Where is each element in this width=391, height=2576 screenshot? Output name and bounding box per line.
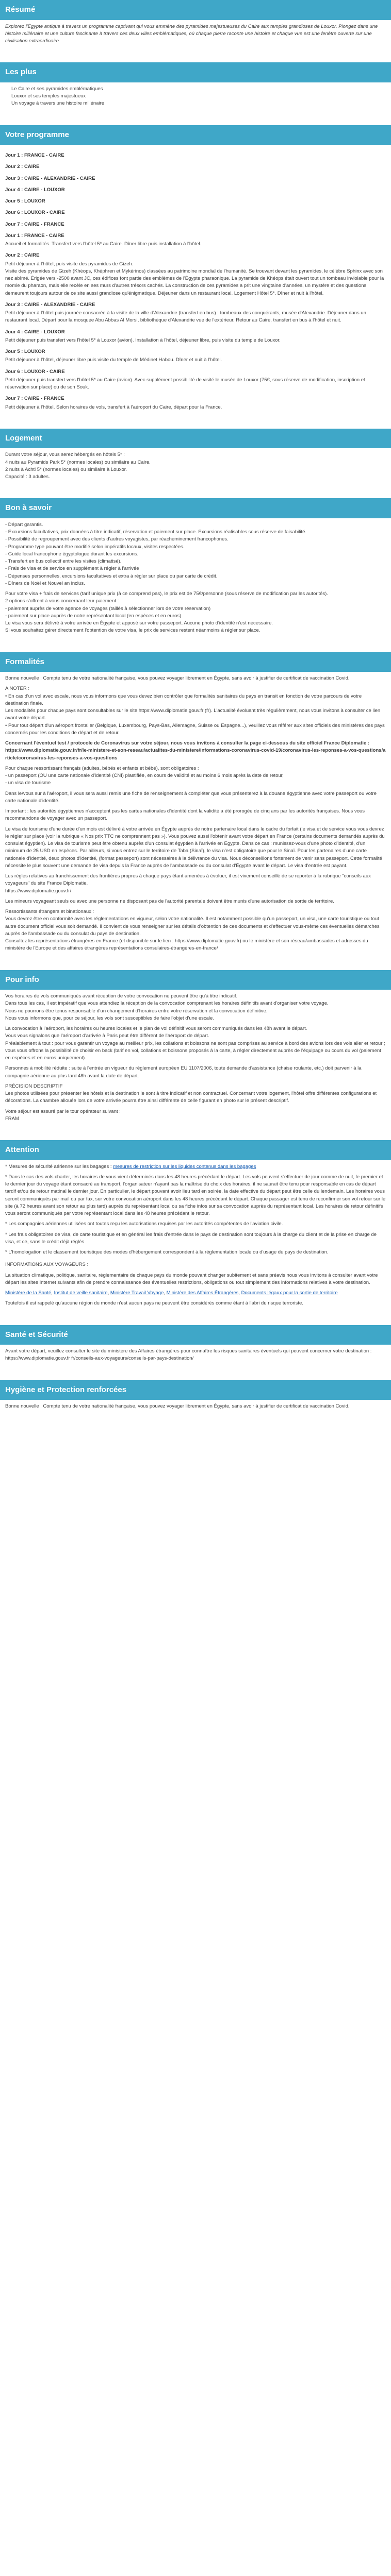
- formalites-text-6: Le visa de tourisme d'une durée d'un mois est délivré à votre arrivée en Égypte auprès de notre partenaire local dans le cadre du forfait (le visa et de service vous vous devrez le régler sur place (voir la rubrique « Nos prix TTC ne comprennent pas »). Vous pouvez aussi l'obtenir avant votre départ en France (certains documents demandés auprès du consulat égyptien). Le visa de tourisme peut être obtenu auprès d'un consulat égyptien à l'arrivée en Égypte. Dans ce cas : munissez-vous d'une photo d'identité, d'un minimum de 25 USD en espèces. Par ailleurs, si vous entrez sur le territoire de Taba (Sinaï), le visa n'est obligatoire que pour le Sinaï. Pour les partenaires d'une carte nationale d'identité, deux photos d'identité, (format passeport) sont nécessaires à la délivrance du visa. Nous déconseillons fortement de venir sans passeport. Cette formalité nécessite le plus souvent une demande de visa depuis la France auprès de l'ambassade ou du consulat d'Égypte avant le départ. Le visa d'entrée est payant.: [5, 826, 385, 869]
- programme-day-label: Jour 2 : CAIRE: [5, 252, 40, 259]
- list-item: - Frais de visa et de service en supplément à régler à l'arrivée: [5, 566, 139, 572]
- bonasavoir-heading: Bon à savoir: [0, 498, 391, 518]
- programme-day-text: Petit déjeuner à l'hôtel, déjeuner libre puis visite du temple de Médinet Habou. Dîner et nuit à l'hôtel.: [5, 357, 222, 363]
- programme-section: [0, 145, 391, 419]
- programme-day-text: Petit déjeuner à l'hôtel puis journée consacrée à la visite de la ville d'Alexandrie (transfert en bus) : tombeaux des conquérants, musée d'Alexandrie. Déjeuner dans un restaurant local. Départ pour la mosquée Abu Abbas Al Morsi, bibliothèque d'Alexandrie vue de l'extérieur. Retour au Caire, transfert en bus à l'hôtel et nuit.: [5, 310, 366, 324]
- programme-day-label: Jour 1 : FRANCE - CAIRE: [5, 152, 64, 158]
- sante-section: [0, 1345, 391, 1371]
- list-item: - Transfert en bus collectif entre les visites (climatisé).: [5, 558, 122, 564]
- list-item: Louxor et ses temples majestueux: [11, 93, 86, 99]
- link-veille[interactable]: Institut de veille sanitaire: [54, 1290, 108, 1296]
- formalites-text-8: Les mineurs voyageant seuls ou avec une personne ne disposant pas de l'autorité parentale doivent être munis d'une autorisation de sortie de territoire.: [5, 898, 334, 904]
- resume-text: Explorez l'Égypte antique à travers un programme captivant qui vous emmène des pyramides majestueuses du Caire aux temples grandioses de Louxor. Plongez dans une histoire millénaire et une culture fascinante à travers ces deux villes emblématiques, où chaque pierre raconte une histoire et chaque vue est une fenêtre ouverte sur une civilisation extraordinaire.: [5, 23, 378, 44]
- logement-heading: Logement: [0, 429, 391, 449]
- formalites-text-1: Bonne nouvelle : Compte tenu de votre nationalité française, vous pouvez voyager librement en Égypte, sans avoir à justifier de certificat de vaccination Covid.: [5, 675, 350, 681]
- programme-day-label: Jour 5 : LOUXOR: [5, 349, 45, 354]
- sante-heading: Santé et Sécurité: [0, 1325, 391, 1345]
- plus-list: [5, 86, 386, 108]
- list-item: - Excursions facultatives, prix données à titre indicatif, réservation et paiement sur place. Excursions réalisables sous réserve de faisabilité.: [5, 529, 306, 535]
- programme-day-text: Accueil et formalités. Transfert vers l'hôtel 5* au Caire. Dîner libre puis installation à l'hôtel.: [5, 241, 202, 247]
- formalites-heading: Formalités: [0, 652, 391, 672]
- programme-day-text: Petit déjeuner puis transfert vers l'hôtel 5* à Louxor (avion). Installation à l'hôtel, déjeuner libre, puis visite du temple de Louxor.: [5, 337, 281, 343]
- list-item: - Dépenses personnelles, excursions facultatives et extra à régler sur place ou par carte de crédit.: [5, 573, 218, 579]
- hygiene-section: [0, 1400, 391, 1418]
- resume-section: [0, 20, 391, 54]
- attention-text-1-pre: * Mesures de sécurité aérienne sur les bagages :: [5, 1163, 113, 1170]
- vol-heading: Pour info: [0, 970, 391, 990]
- list-item: - Guide local francophone égyptologue durant les excursions.: [5, 551, 139, 557]
- formalites-text-7: Les règles relatives au franchissement des frontières propres à chaque pays étant amenées à évoluer, il est vivement conseillé de se reporter à la rubrique "conseils aux voyageurs" du site France Diplomatie. https://www.diplomatie.gouv.fr/: [5, 873, 371, 894]
- programme-day-label: Jour 4 : CAIRE - LOUXOR: [5, 187, 65, 193]
- programme-day-text: Petit déjeuner puis transfert vers l'hôtel 5* au Caire (avion). Avec supplément possibilité de visité le musée de Louxor (75€, sous réserve de modification, inscription et réservation sur place) ou de son Souk.: [5, 377, 365, 390]
- programme-day-label: Jour 2 : CAIRE: [5, 164, 40, 170]
- programme-day-label: Jour 6 : LOUXOR - CAIRE: [5, 368, 65, 375]
- attention-text-7: La situation climatique, politique, sanitaire, réglementaire de chaque pays du monde pouvant changer subitement et sans préavis nous vous invitons à consulter avant votre départ les sites Internet suivants afin de prendre connaissance des éventuelles restrictions, obligations ou tout simplement des informations relatives à votre destination.: [5, 1272, 378, 1285]
- bonasavoir-list: [5, 521, 386, 587]
- list-item: - Programme type pouvant être modifié selon impératifs locaux, visites respectées.: [5, 544, 185, 550]
- bonasavoir-section: [0, 518, 391, 643]
- formalites-bold-1: Concernant l'éventuel test / protocole de Coronavirus sur votre séjour, nous vous invitons à consulter la page ci-dessous du site officiel France Diplomatie :: [5, 740, 369, 746]
- logement-section: [0, 448, 391, 489]
- attention-heading: Attention: [0, 1140, 391, 1160]
- bonasavoir-extra: Pour votre visa + frais de services (tarif unique prix (à ce comprend pas), le prix est de 75€/personne (sous réserve de modification par les autorités). 2 options s'offrent à vous concernant leur paiement : - paiement auprès de votre agence de voyages (taillés à sélectionner lors de votre réservation) - paiement sur place auprès de notre représentant local (en espèces et en euros). Le visa vous sera délivré à votre arrivée en Égypte et apposé sur votre passeport. Aucune photo d'identité n'est nécessaire. Si vous souhaitez gérer directement l'obtention de votre visa, le prix de services restent néanmoins à régler sur place.: [5, 591, 328, 634]
- attention-text-5: * L'homologation et le classement touristique des modes d'hébergement correspondent à la réglementation locale ou d'usage du pays de destination.: [5, 1249, 329, 1255]
- list-item: - Dîners de Noël et Nouvel an inclus.: [5, 580, 85, 586]
- programme-day-label: Jour 6 : LOUXOR - CAIRE: [5, 210, 65, 216]
- programme-day-label: Jour 4 : CAIRE - LOUXOR: [5, 329, 65, 335]
- attention-text-1: [5, 1163, 386, 1171]
- plus-heading: Les plus: [0, 62, 391, 82]
- list-item: - Départ garantis.: [5, 521, 43, 528]
- formalites-text-9: Ressortissants étrangers et binationaux : Vous devrez être en conformité avec les réglementations en vigueur, selon votre nationalité. Il est notamment possible qu'un passeport, un visa, une carte touristique ou tout autre document officiel vous soit demandé. Il convient de vous renseigner sur les détails d'obtention de ces documents et d'effectuer vous-même ces éventuelles démarches auprès de l'ambassade ou du consulat du pays de destination. Consultez les représentations étrangères en France (et disponible sur le lien : https://www.diplomatie.gouv.fr) ou le ministère et son réseau/ambassades et adresses du ministère de l'Europe et des affaires étrangères représentations consulaires-étrangères-en-france/: [5, 909, 380, 952]
- programme-day-text: Petit déjeuner à l'hôtel, puis visite des pyramides de Gizeh. Visite des pyramides de Gizeh (Khéops, Khéphren et Mykérinos) classées au patrimoine mondial de l'humanité. Se trouvant devant les pyramides, le célèbre Sphinx avec son nez abîmé. Érigée vers -2500 avant JC, ces édifices font partie des emblèmes de l'Égypte pharaonique. La pyramide de Khéops était ouvert tout un tombeau inviolable pour la momie du pharaon, mais elle recèle en ses murs d'autres trésors cachés. La construction de ces pyramides a prit une vingtaine d'années, un mystère et des questions demeurent toujours autour de ce site aussi grandiose qu'énigmatique. Déjeuner dans un restaurant local. Logement Hôtel 5*. Dîner et nuit à l'hôtel.: [5, 261, 384, 296]
- formalites-text-5: Important : les autorités égyptiennes n'acceptent pas les cartes nationales d'identité dont la validité a été prorogée de cinq ans par les autorités françaises. Nous vous recommandons de voyager avec un passeport.: [5, 808, 365, 822]
- hygiene-text: Bonne nouvelle : Compte tenu de votre nationalité française, vous pouvez voyager librement en Égypte, sans avoir à justifier de certificat de vaccination Covid.: [5, 1403, 350, 1409]
- formalites-text-2: A NOTER : • En cas d'un vol avec escale, nous vous informons que vous devez bien contrôler que formalités sanitaires du pays en transit en fonction de votre parcours de votre destination finale. Les modalités pour chaque pays sont consultables sur le site https://www.diplomatie.gouv.fr (fr). L'actualité évoluant très régulièrement, nous vous invitons à consulter ce lien avant votre départ. • Pour tout départ d'un aéroport frontalier (Belgique, Luxembourg, Pays-Bas, Allemagne, Suisse ou Espagne...), veuillez vous référer aux sites officiels des ministères des pays concernés pour les conditions de départ et de retour.: [5, 686, 385, 736]
- vol-text-5: Votre séjour est assuré par le tour opérateur suivant : FRAM: [5, 1108, 121, 1122]
- attention-text-6: INFORMATIONS AUX VOYAGEURS :: [5, 1262, 89, 1268]
- attention-text-8: Toutefois il est rappelé qu'aucune région du monde n'est aucun pays ne peuvent être considérés comme étant à l'abri du risque terroriste.: [5, 1300, 303, 1307]
- formalites-text-3: Pour chaque ressortissant français (adultes, bébés et enfants et bébé), sont obligatoires : - un passeport (OU une carte nationale d'identité (CNI) plastifiée, en cours de validité et au moins 6 mois après la date de retour, - un visa de tourisme: [5, 765, 284, 786]
- programme-day-label: Jour 1 : FRANCE - CAIRE: [5, 232, 64, 239]
- formalites-text-4: Dans le/vous sur à l'aéroport, il vous sera aussi remis une fiche de renseignement à compléter que vous présenterez à la douane égyptienne avec votre passeport ou votre carte nationale d'identité.: [5, 790, 377, 804]
- hygiene-heading: Hygiène et Protection renforcées: [0, 1380, 391, 1400]
- link-affaires[interactable]: Ministère des Affaires Étrangères: [166, 1290, 239, 1296]
- programme-heading: Votre programme: [0, 125, 391, 145]
- resume-heading: Résumé: [0, 0, 391, 20]
- vol-text-2: La convocation à l'aéroport, les horaires ou heures locales et le plan de vol définitif vous seront communiqués dans les 48h avant le départ. Vous vous signalons que l'aéroport d'arrivée à Paris peut être différent de l'aéroport de départ. Préalablement à tout : pour vous garantir un voyage au meilleur prix, les collations et boissons ne sont pas comprises au service à bord des avions lors des vols aller et retour ; vous vous offrons la possibilité de choisir en back (tarif en vol, collations et boissons proposés à la carte, à régler directement auprès de l'équipage ou cours du vol (paiement en espèces et en euros uniquement).: [5, 1026, 385, 1061]
- attention-section: [0, 1160, 391, 1316]
- vol-text-1: Vos horaires de vols communiqués avant réception de votre convocation ne peuvent être qu'à titre indicatif. Dans tous les cas, il est impératif que vous attendiez la réception de la convocation comprenant les horaires définitifs avant d'organiser votre voyage. Nous ne pourrons être tenus responsable d'un changement d'horaires entre votre réservation et la convocation définitive. Nous vous informons que, pour ce séjour, les vols sont susceptibles de faire l'objet d'une escale.: [5, 993, 329, 1021]
- liquides-link[interactable]: mesures de restriction sur les liquides contenus dans les bagages: [113, 1163, 256, 1170]
- sante-text: Avant votre départ, veuillez consulter le site du ministère des Affaires étrangères pour connaître les risques sanitaires éventuels qui peuvent concerner votre destination : https://www.diplomatie.gouv.fr fr/conseils-aux-voyageurs/conseils-par-pays-destination/: [5, 1348, 372, 1362]
- vol-section: [0, 990, 391, 1131]
- vol-text-4: PRÉCISION DESCRIPTIF Les photos utilisées pour présenter les hôtels et la destination le sont à titre indicatif et non contractuel. Concernant votre logement, l'hôtel offre différentes configurations et décorations. La chambre allouée lors de votre arrivée pourra être ainsi différente de celle figurant en photo sur le présent descriptif.: [5, 1083, 377, 1104]
- attention-text-3: * Les compagnies aériennes utilisées ont toutes reçu les autorisations requises par les autorités compétentes de l'aviation civile.: [5, 1221, 283, 1227]
- formalites-bold-2[interactable]: https://www.diplomatie.gouv.fr/fr/le-ministere-et-son-reseau/actualites-du-ministere/informations-coronavirus-covid-19/coronavirus-les-reponses-a-vos-questions/article/coronavirus-les-reponses-a-vos-questions: [5, 748, 386, 761]
- link-sante[interactable]: Ministère de la Santé: [5, 1290, 52, 1296]
- programme-day-text: Petit déjeuner à l'hôtel. Selon horaires de vols, transfert à l'aéroport du Caire, départ pour la France.: [5, 404, 222, 410]
- vol-text-3: Personnes à mobilité réduite : suite à l'entrée en vigueur du règlement européen EU 1107/2006, toute demande d'assistance (chaise roulante, etc.) doit parvenir à la compagnie aérienne au plus tard 48h avant la date de départ.: [5, 1065, 362, 1079]
- list-item: Un voyage à travers une histoire millénaire: [11, 100, 105, 107]
- attention-text-2: * Dans le cas des vols charter, les horaires de vous vient déterminés dans les 48 heures précédant le départ. Les vols peuvent s'effectuer de jour comme de nuit, le premier et le dernier jour du voyage étant consacré au transport, l'organisateur n'ayant pas la maîtrise du choix des horaires, il ne saurait être tenu pour responsable en cas de départ tardif et/ou de retour matinal le dernier jour. En particulier, le départ pouvant avoir lieu tard en soirée, la date effective du départ peut être celle du lendemain. Les horaires vous seront communiqués par mail ou par fax, sur votre convocation aéroport dans les 48 heures précédant le départ. Chaque passager est tenu de reconfirmer son vol retour sur le site (à 72 heures avant son retour au plus tard) auprès du représentant local ou sa fiche infos sur sa convocation auprès du représentant local. Les horaires de retour définitifs vous seront communiqués par votre représentant local dans les 48 heures précédant le retour.: [5, 1174, 386, 1216]
- list-item: Le Caire et ses pyramides emblématiques: [11, 86, 103, 92]
- link-travail[interactable]: Ministère Travail Voyage: [110, 1290, 164, 1296]
- logement-text: Durant votre séjour, vous serez hébergés en hôtels 5* : 4 nuits au Pyramids Park 5* (normes locales) ou similaire au Caire. 2 nuits à Achti 5* (normes locales) ou similaire à Louxor. Capacité : 3 adultes.: [5, 452, 151, 480]
- programme-day-label: Jour 3 : CAIRE - ALEXANDRIE - CAIRE: [5, 301, 95, 308]
- link-documents[interactable]: Documents légaux pour la sortie de territoire: [241, 1290, 338, 1296]
- formalites-section: [0, 672, 391, 961]
- attention-links: Ministère de la Santé, Institut de veille sanitaire, Ministère Travail Voyage, Ministère des Affaires Étrangères, Documents légaux pour la sortie de territoire: [5, 1290, 338, 1296]
- programme-day-label: Jour 7 : CAIRE - FRANCE: [5, 221, 64, 227]
- list-item: - Possibilité de regroupement avec des clients d'autres voyagistes, par réacheminement francophones.: [5, 536, 229, 543]
- programme-day-label: Jour 3 : CAIRE - ALEXANDRIE - CAIRE: [5, 175, 95, 181]
- programme-day-label: Jour 7 : CAIRE - FRANCE: [5, 396, 64, 402]
- plus-section: [0, 82, 391, 116]
- programme-day-label: Jour 5 : LOUXOR: [5, 198, 45, 204]
- attention-text-4: * Les frais obligatoires de visa, de carte touristique et en général les frais d'entrée dans le pays de destination sont toujours à la charge du client et de la prise en charge de visa, et ce, sans le crédit déjà réglés.: [5, 1231, 377, 1245]
